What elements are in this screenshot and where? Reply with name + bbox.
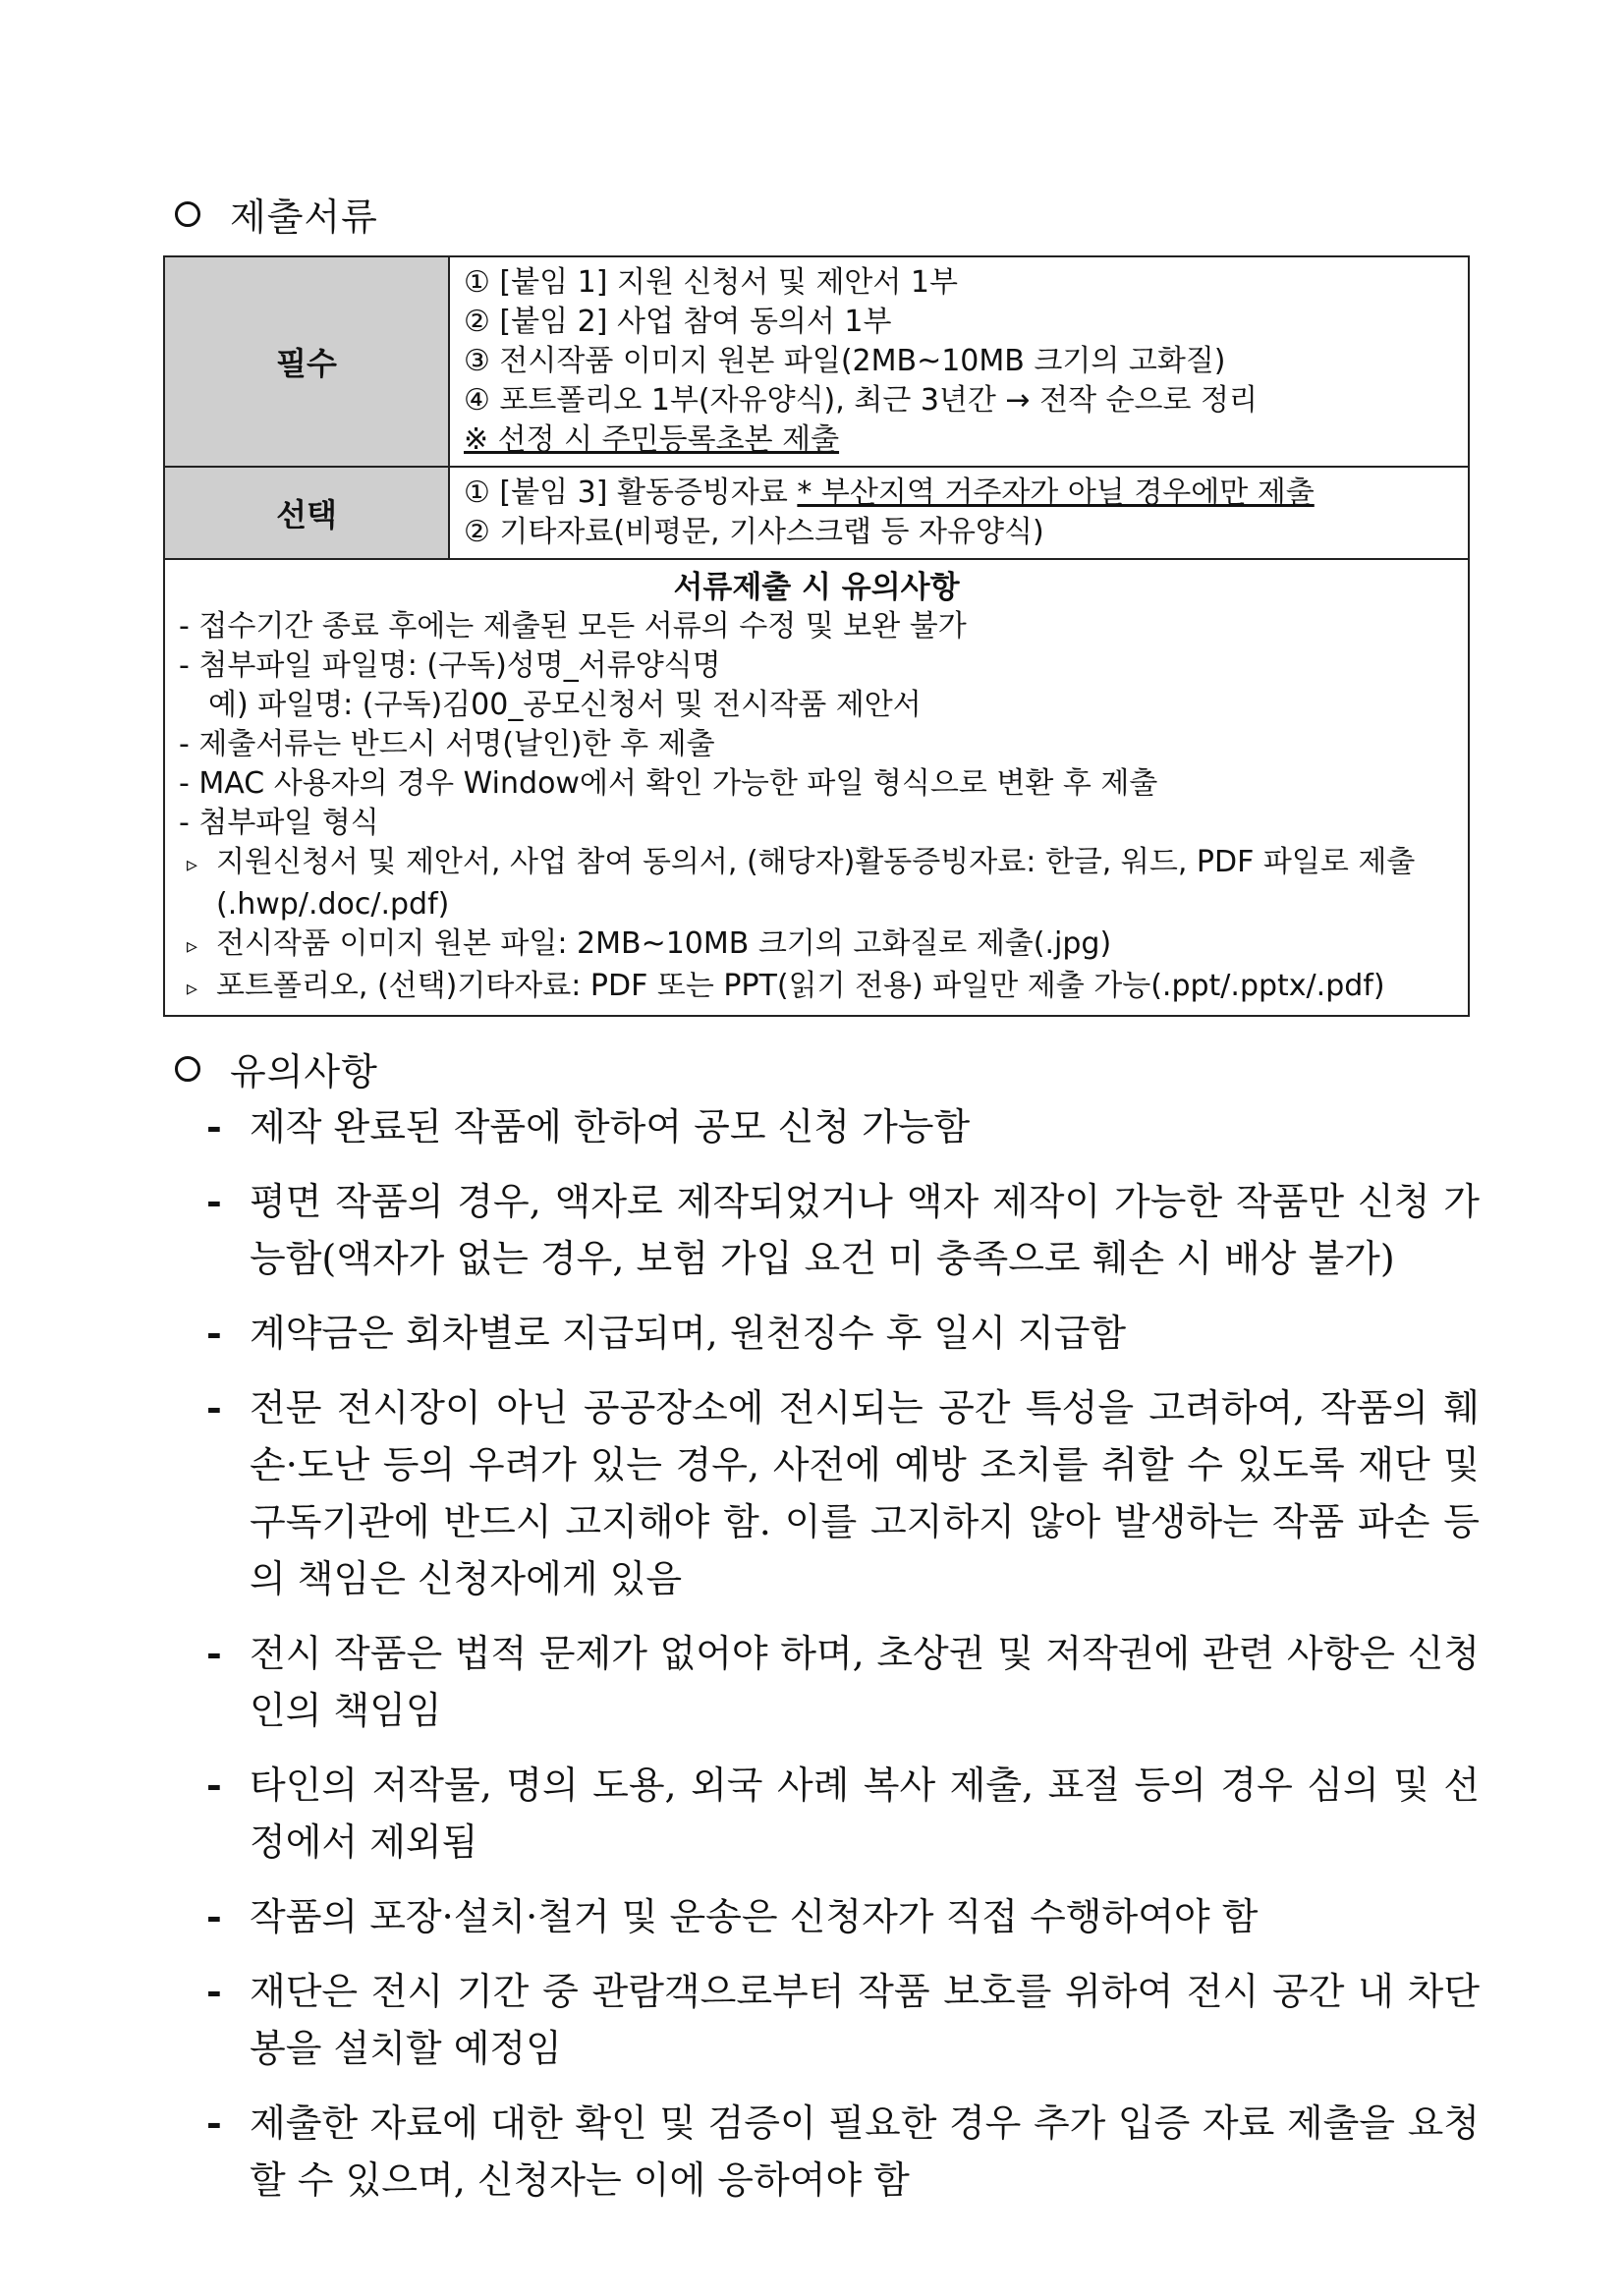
format-item — [187, 843, 1454, 924]
dash-bullet: - — [206, 1763, 222, 1807]
caution-item — [206, 1888, 1480, 1945]
caution-text: 전시 작품은 법적 문제가 없어야 하며, 초상권 및 저작권에 관련 사항은 신청인의 책임임 — [250, 1632, 1480, 1732]
caution-text: 계약금은 회차별로 지급되며, 원천징수 후 일시 지급함 — [250, 1312, 1127, 1355]
dash-bullet: - — [206, 1311, 222, 1355]
dash-bullet: - — [206, 1179, 222, 1223]
format-text: 지원신청서 및 제안서, 사업 참여 동의서, (해당자)활동증빙자료: 한글, 워드, PDF 파일로 제출(.hwp/.doc/.pdf) — [216, 845, 1416, 922]
dash-bullet: - — [206, 1385, 222, 1429]
format-item — [187, 967, 1454, 1009]
caution-item — [206, 2095, 1480, 2209]
optional-item-condition: * 부산지역 거주자가 아닐 경우에만 제출 — [797, 476, 1315, 510]
required-note: ※ 선정 시 주민등록초본 제출 — [464, 422, 840, 457]
notes-line: - 제출서류는 반드시 서명(날인)한 후 제출 — [179, 727, 715, 761]
optional-row — [164, 467, 1469, 559]
dash-bullet: - — [206, 1104, 222, 1148]
circle-bullet-icon — [175, 201, 200, 227]
notes-row — [164, 559, 1469, 1016]
dash-bullet: - — [206, 1631, 222, 1675]
required-item: ② [붙임 2] 사업 참여 동의서 1부 — [464, 305, 892, 339]
caution-text: 재단은 전시 기간 중 관람객으로부터 작품 보호를 위하여 전시 공간 내 차단봉을 설치할 예정임 — [250, 1970, 1480, 2070]
notes-line: - MAC 사용자의 경우 Window에서 확인 가능한 파일 형식으로 변환 후 제출 — [179, 766, 1158, 801]
required-item: ③ 전시작품 이미지 원본 파일(2MB~10MB 크기의 고화질) — [464, 344, 1226, 378]
notes-title: 서류제출 시 유의사항 — [673, 570, 960, 605]
notes-line: - 접수기간 종료 후에는 제출된 모든 서류의 수정 및 보완 불가 — [179, 609, 967, 644]
caution-item — [206, 1379, 1480, 1607]
required-item: ① [붙임 1] 지원 신청서 및 제안서 1부 — [464, 265, 958, 300]
caution-text: 작품의 포장·설치·철거 및 운송은 신청자가 직접 수행하여야 함 — [250, 1895, 1259, 1938]
triangle-bullet-icon: ▹ — [187, 853, 198, 877]
notes-line: - 첨부파일 형식 — [179, 806, 379, 840]
submission-notes — [164, 559, 1469, 1016]
optional-label: 선택 — [164, 467, 449, 559]
documents-title-text: 제출서류 — [230, 196, 378, 239]
caution-text: 타인의 저작물, 명의 도용, 외국 사례 복사 제출, 표절 등의 경우 심의 및 선정에서 제외됨 — [250, 1764, 1480, 1864]
required-item: ④ 포트폴리오 1부(자유양식), 최근 3년간 → 전작 순으로 정리 — [464, 383, 1259, 418]
caution-item — [206, 1963, 1480, 2077]
optional-item-prefix: ① [붙임 3] 활동증빙자료 — [464, 476, 798, 510]
documents-table — [163, 255, 1470, 1017]
format-item — [187, 924, 1454, 967]
required-row — [164, 256, 1469, 467]
caution-item — [206, 1757, 1480, 1871]
dash-bullet: - — [206, 1894, 222, 1938]
required-content — [449, 256, 1469, 467]
format-text: 포트폴리오, (선택)기타자료: PDF 또는 PPT(읽기 전용) 파일만 제출 가능(.ppt/.pptx/.pdf) — [216, 969, 1385, 1003]
format-text: 전시작품 이미지 원본 파일: 2MB~10MB 크기의 고화질로 제출(.jpg) — [216, 926, 1112, 961]
notes-line-example: 예) 파일명: (구독)김00_공모신청서 및 전시작품 제안서 — [208, 688, 922, 722]
caution-text: 제출한 자료에 대한 확인 및 검증이 필요한 경우 추가 입증 자료 제출을 요청할 수 있으며, 신청자는 이에 응하여야 함 — [250, 2101, 1480, 2202]
dash-bullet: - — [206, 2100, 222, 2145]
circle-bullet-icon — [175, 1056, 200, 1082]
caution-item — [206, 1173, 1480, 1287]
optional-content — [449, 467, 1469, 559]
optional-item: ② 기타자료(비평문, 기사스크랩 등 자유양식) — [464, 515, 1044, 549]
caution-text: 제작 완료된 작품에 한하여 공모 신청 가능함 — [250, 1105, 971, 1148]
cautions-list — [206, 1098, 1480, 2226]
triangle-bullet-icon: ▹ — [187, 977, 198, 1001]
caution-text: 평면 작품의 경우, 액자로 제작되었거나 액자 제작이 가능한 작품만 신청 가능함(액자가 없는 경우, 보험 가입 요건 미 충족으로 훼손 시 배상 불가) — [250, 1180, 1480, 1280]
caution-item — [206, 1098, 1480, 1155]
triangle-bullet-icon: ▹ — [187, 934, 198, 959]
caution-item — [206, 1625, 1480, 1739]
caution-item — [206, 1305, 1480, 1362]
documents-section-title — [175, 187, 378, 241]
cautions-title-text: 유의사항 — [230, 1050, 378, 1093]
dash-bullet: - — [206, 1969, 222, 2013]
optional-item — [464, 474, 1454, 513]
caution-text: 전문 전시장이 아닌 공공장소에 전시되는 공간 특성을 고려하여, 작품의 훼손·도난 등의 우려가 있는 경우, 사전에 예방 조치를 취할 수 있도록 재단 및 구독기관에 반드시 고지해야 함. 이를 고지하지 않아 발생하는 작품 파손 등의 책임은 신청자에게 있음 — [250, 1386, 1480, 1600]
notes-line: - 첨부파일 파일명: (구독)성명_서류양식명 — [179, 648, 721, 683]
required-label: 필수 — [164, 256, 449, 467]
cautions-section-title — [175, 1041, 378, 1095]
